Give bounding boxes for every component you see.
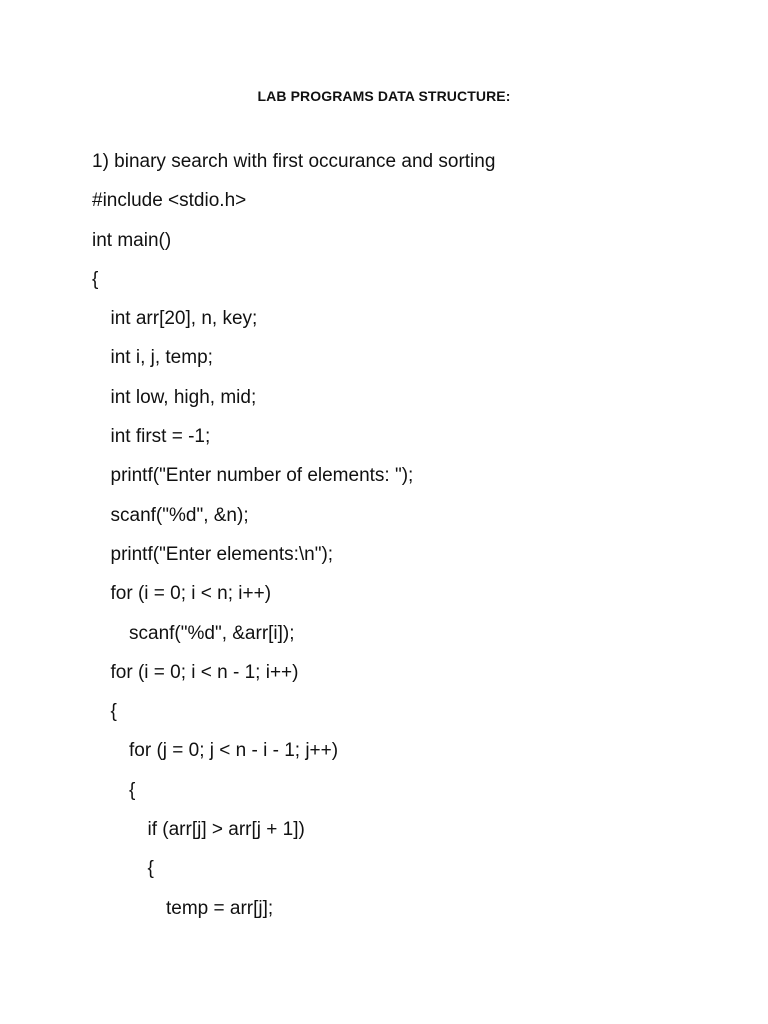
code-line: { (129, 779, 136, 801)
code-line: #include <stdio.h> (92, 190, 247, 212)
code-line: for (i = 0; i < n - 1; i++) (110, 661, 299, 683)
code-line: int i, j, temp; (110, 347, 213, 369)
code-line: if (arr[j] > arr[j + 1]) (147, 819, 305, 841)
code-line: scanf("%d", &n); (110, 504, 249, 526)
code-line: printf("Enter number of elements: "); (110, 465, 414, 487)
code-line: scanf("%d", &arr[i]); (129, 622, 295, 644)
code-line: 1) binary search with first occurance and sorting (92, 151, 496, 172)
code-line: { (147, 858, 154, 880)
code-line: int arr[20], n, key; (110, 308, 258, 330)
code-line: for (i = 0; i < n; i++) (110, 583, 272, 605)
page-title: LAB PROGRAMS DATA STRUCTURE: (257, 88, 511, 104)
code-line: int first = -1; (110, 426, 211, 448)
code-line: { (110, 701, 117, 723)
code-line: int low, high, mid; (110, 386, 257, 408)
code-line: { (92, 268, 99, 290)
code-line: printf("Enter elements:\n"); (110, 543, 334, 565)
code-line: temp = arr[j]; (166, 897, 274, 919)
code-line: for (j = 0; j < n - i - 1; j++) (129, 740, 339, 762)
code-listing (92, 150, 495, 936)
code-line: int main() (92, 229, 172, 251)
